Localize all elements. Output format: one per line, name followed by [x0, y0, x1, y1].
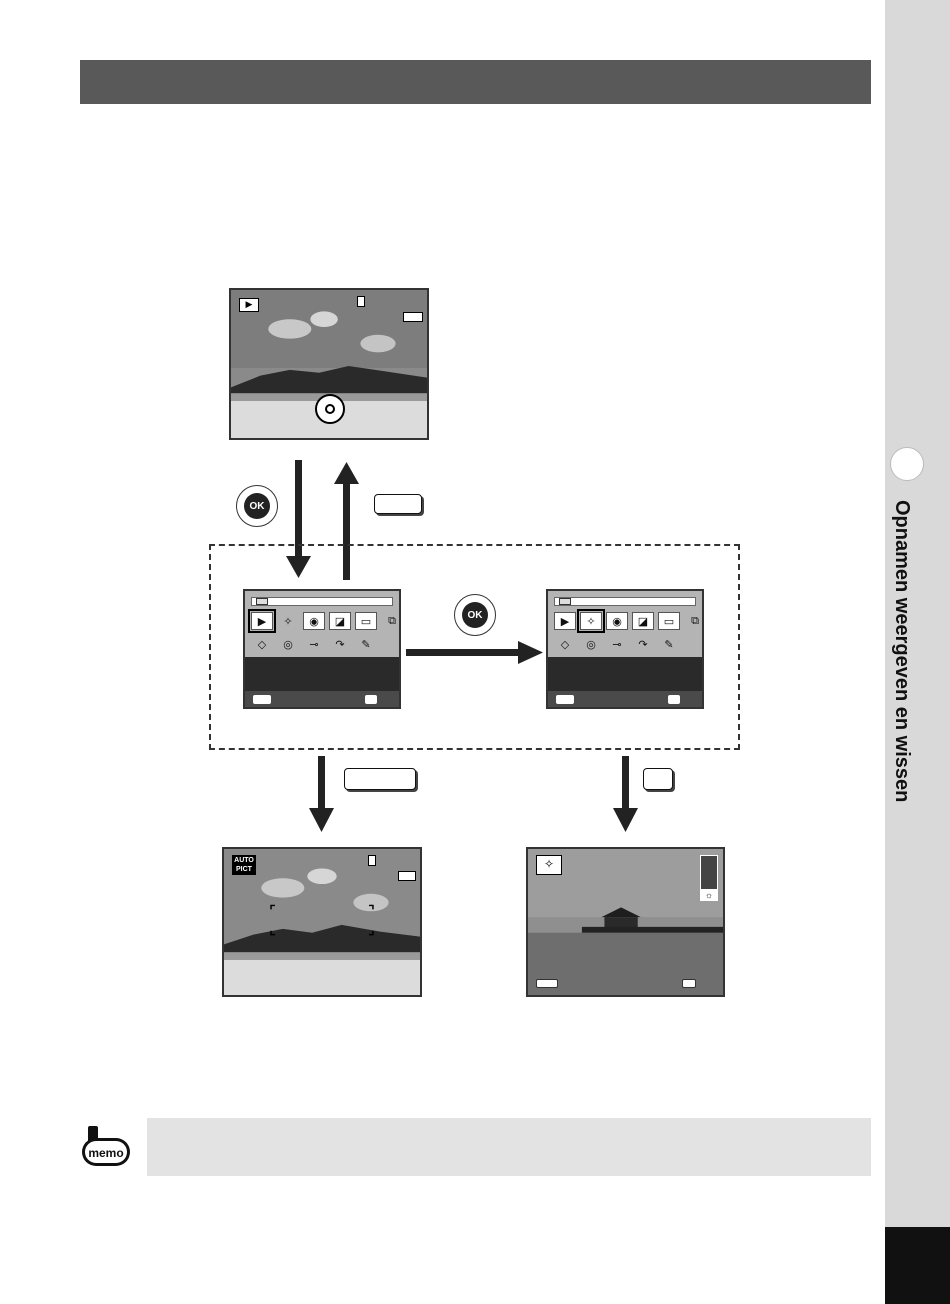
- palette-play-icon: ▶: [251, 612, 273, 630]
- preview-left-button: [536, 979, 558, 988]
- palette-right-button: [365, 695, 377, 704]
- digital-filter-icon: ✧: [536, 855, 562, 875]
- ok-button-down: [236, 485, 278, 527]
- capture-screen: [222, 847, 422, 997]
- palette-protect-icon: ⊸: [309, 638, 319, 651]
- palette-frame-icon: ◪: [632, 612, 654, 630]
- palette-left-button: [556, 695, 574, 704]
- sd-card-icon: [357, 296, 365, 307]
- ok-label-2: OK: [467, 609, 483, 621]
- palette-copy-icon: ⧉: [691, 614, 699, 627]
- palette-filter-icon: ✧: [580, 612, 602, 630]
- mode-line1: AUTO: [234, 857, 254, 864]
- ok-label: OK: [249, 500, 265, 512]
- palette-play-icon: ▶: [554, 612, 576, 630]
- palette-eye-icon: ◎: [283, 638, 293, 651]
- arrow-down-to-capture: [309, 756, 335, 834]
- palette-resize-icon: ▭: [658, 612, 680, 630]
- palette-eye-icon: ◎: [586, 638, 596, 651]
- four-way-ok-button: [454, 594, 496, 636]
- shutter-key-icon: [344, 768, 416, 790]
- filter-preview-screen: [526, 847, 725, 997]
- preview-right-button: [682, 979, 696, 988]
- palette-copy-icon: ⧉: [388, 614, 396, 627]
- menu-key-icon: [374, 494, 422, 514]
- section-header-bar: [80, 60, 871, 104]
- palette-protect-icon: ⊸: [612, 638, 622, 651]
- battery-icon: [398, 871, 416, 881]
- svg-text:memo: memo: [88, 1146, 124, 1160]
- page-number-block: [885, 1227, 950, 1304]
- palette-left-button: [253, 695, 271, 704]
- palette-delete-icon: ✎: [664, 638, 674, 651]
- playback-screen: [229, 288, 429, 440]
- arrow-down-to-filter: [613, 756, 639, 834]
- palette-dpof-icon: ↷: [335, 638, 345, 651]
- ok-key-icon: [643, 768, 673, 790]
- palette-frame-icon: ◪: [329, 612, 351, 630]
- memo-box: [147, 1118, 871, 1176]
- four-way-controller-icon: [315, 394, 345, 424]
- palette-rotate-icon: ◇: [560, 638, 570, 651]
- palette-delete-icon: ✎: [361, 638, 371, 651]
- palette-rotate-icon: ◇: [257, 638, 267, 651]
- battery-icon: [403, 312, 423, 322]
- auto-pict-mode-icon: [232, 855, 256, 875]
- palette-filter-icon: ✧: [283, 615, 293, 628]
- brightness-icon: ☼: [700, 889, 718, 901]
- memo-icon: [80, 1124, 132, 1176]
- mode-line2: PICT: [236, 866, 252, 873]
- palette-right-button: [668, 695, 680, 704]
- sd-card-icon: [368, 855, 376, 866]
- palette-dpof-icon: ↷: [638, 638, 648, 651]
- palette-screen-left: [243, 589, 401, 709]
- chapter-number-badge: [890, 447, 924, 481]
- play-icon: ▶: [239, 298, 259, 312]
- palette-redeye-icon: ◉: [606, 612, 628, 630]
- palette-screen-right: [546, 589, 704, 709]
- arrow-right-to-palette: [406, 641, 544, 665]
- palette-resize-icon: ▭: [355, 612, 377, 630]
- chapter-title: Opnamen weergeven en wissen: [891, 500, 913, 803]
- palette-redeye-icon: ◉: [303, 612, 325, 630]
